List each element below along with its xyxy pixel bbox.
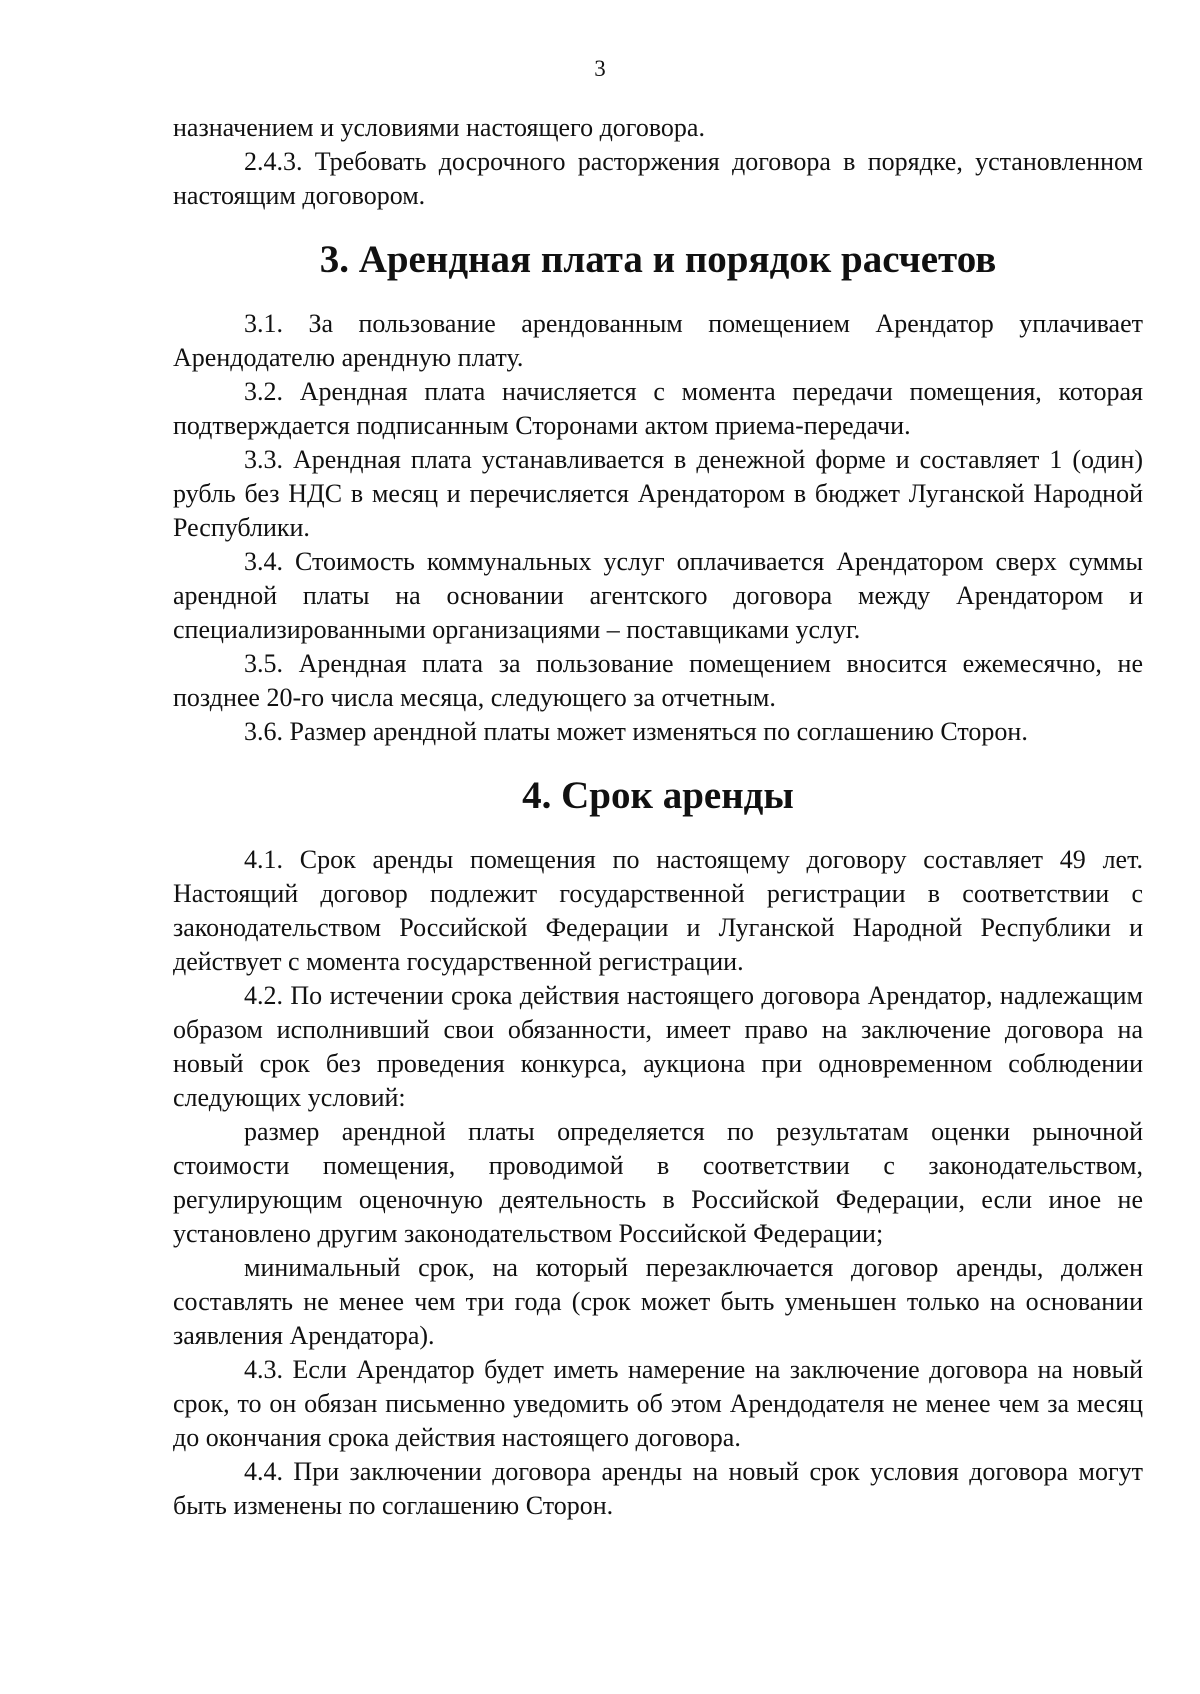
paragraph-continuation: назначением и условиями настоящего договора. <box>173 113 705 142</box>
clause-4-2: 4.2. По истечении срока действия настоящего договора Арендатор, надлежащим образом исполнивший свои обязанности, имеет право на заключение договора на новый срок без проведения конкурса, аукциона при одновременном соблюдении следующих условий: <box>173 981 1143 1112</box>
section-heading-3: 3. Арендная плата и порядок расчетов <box>319 238 997 281</box>
clause-4-3: 4.3. Если Арендатор будет иметь намерение на заключение договора на новый срок, то он обязан письменно уведомить об этом Арендодателя не менее чем за месяц до окончания срока действия настоящего договора. <box>173 1355 1143 1452</box>
clause-3-2: 3.2. Арендная плата начисляется с момента передачи помещения, которая подтверждается подписанным Сторонами актом приема-передачи. <box>173 377 1143 440</box>
clause-4-2-condition-1: размер арендной платы определяется по результатам оценки рыночной стоимости помещения, проводимой в соответствии с законодательством, регулирующим оценочную деятельность в Российской Федерации, если иное не установлено другим законодательством Российской Федерации; <box>173 1117 1143 1248</box>
clause-4-1: 4.1. Срок аренды помещения по настоящему договору составляет 49 лет. Настоящий договор подлежит государственной регистрации в соответствии с законодательством Российской Федерации и Луганской Народной Республики и действует с момента государственной регистрации. <box>173 845 1143 976</box>
page-number: 3 <box>594 56 606 81</box>
clause-3-3: 3.3. Арендная плата устанавливается в денежной форме и составляет 1 (один) рубль без НДС в месяц и перечисляется Арендатором в бюджет Луганской Народной Республики. <box>173 445 1143 542</box>
clause-3-4: 3.4. Стоимость коммунальных услуг оплачивается Арендатором сверх суммы арендной платы на основании агентского договора между Арендатором и специализированными организациями – поставщиками услуг. <box>173 547 1143 644</box>
clause-3-6: 3.6. Размер арендной платы может изменяться по соглашению Сторон. <box>244 717 1028 746</box>
clause-4-4: 4.4. При заключении договора аренды на новый срок условия договора могут быть изменены по соглашению Сторон. <box>173 1457 1143 1520</box>
document-body <box>173 111 1143 1523</box>
clause-3-5: 3.5. Арендная плата за пользование помещением вносится ежемесячно, не позднее 20-го числа месяца, следующего за отчетным. <box>173 649 1143 712</box>
clause-2-4-3: 2.4.3. Требовать досрочного расторжения договора в порядке, установленном настоящим договором. <box>173 147 1143 210</box>
section-heading-4: 4. Срок аренды <box>522 774 794 817</box>
clause-4-2-condition-2: минимальный срок, на который перезаключается договор аренды, должен составлять не менее чем три года (срок может быть уменьшен только на основании заявления Арендатора). <box>173 1253 1143 1350</box>
clause-3-1: 3.1. За пользование арендованным помещением Арендатор уплачивает Арендодателю арендную плату. <box>173 309 1143 372</box>
